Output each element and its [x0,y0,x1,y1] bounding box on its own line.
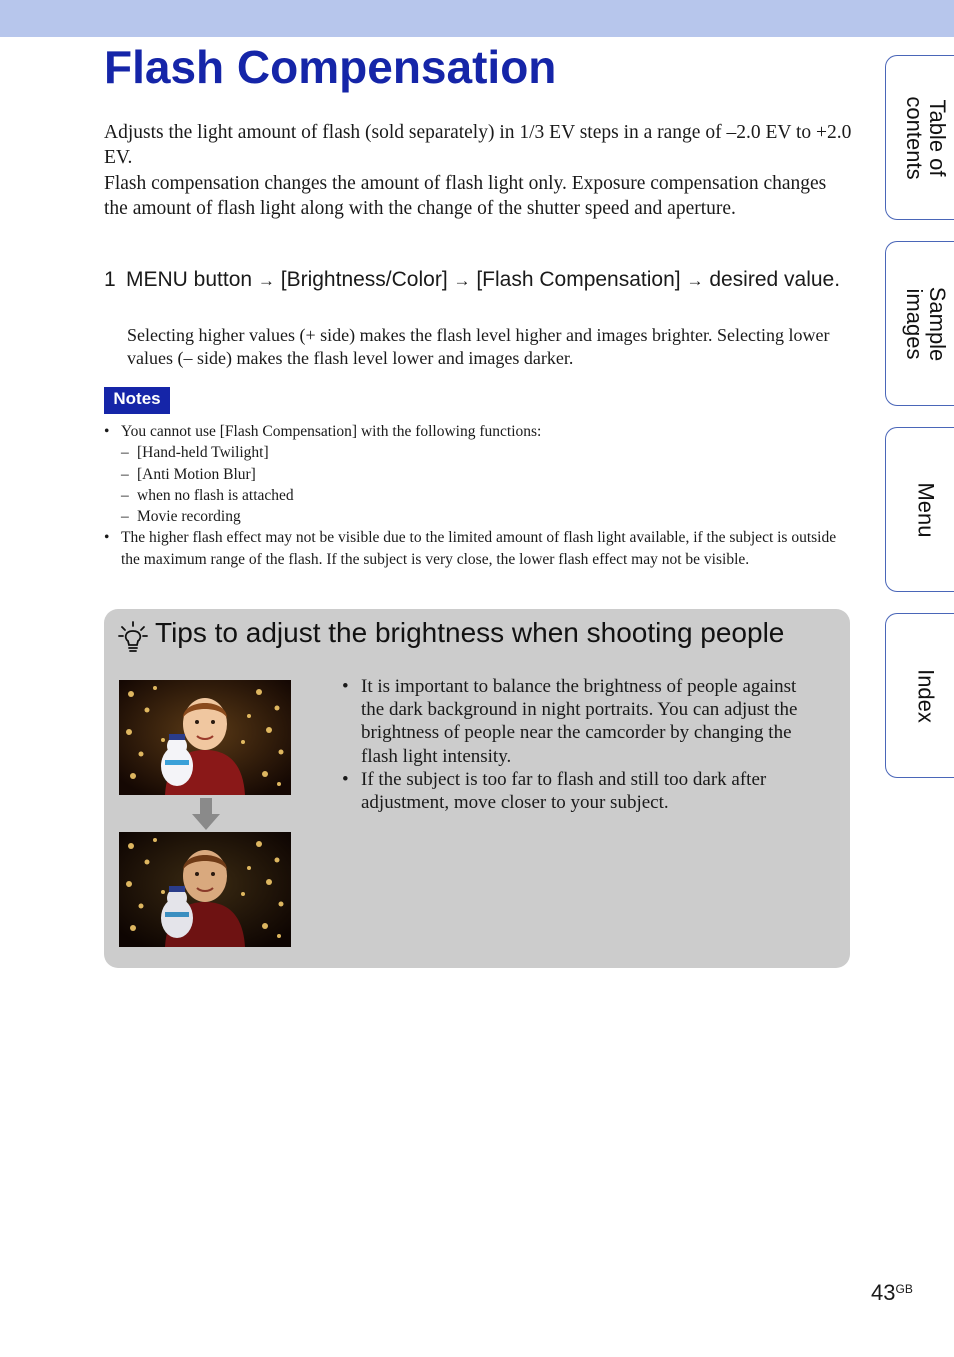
page-number [871,1280,913,1306]
notes-list [104,421,852,570]
note-subitem [121,464,852,485]
note-subitem [121,506,852,527]
step-part-menu-button: MENU button [126,268,253,291]
tips-title: Tips to adjust the brightness when shooting people [155,617,785,648]
tips-list [342,675,822,814]
right-arrow-icon: → [257,271,275,290]
bullet: • [104,423,110,440]
note-subitem-text: Movie recording [137,508,241,526]
page-number-value: 43 [871,1280,896,1305]
right-arrow-icon: → [453,271,471,290]
notes-badge: Notes [104,387,170,414]
note-text: You cannot use [Flash Compensation] with the following functions: [121,423,542,440]
note-item [104,527,852,570]
note-subitem [121,485,852,506]
note-text: The higher flash effect may not be visible due to the limited amount of flash light available, if the subject is outside the maximum range of the flash. If the subject is very close, the lower flash effect may not be visible. [121,529,837,568]
step-number: 1 [104,268,116,291]
tip-text: It is important to balance the brightness of people against the dark background in night portraits. You can adjust the brightness of people near the camcorder by changing the flash light intensity. [361,676,798,767]
tips-box [104,609,850,968]
tip-text: If the subject is too far to flash and still too dark after adjustment, move closer to your subject. [361,768,767,814]
dash: – [121,465,129,483]
sample-photo-before [119,680,291,795]
intro-text [104,120,852,221]
tab-label-text: Index [913,668,938,723]
tab-sample-images[interactable] [885,241,954,406]
bullet: • [342,676,349,697]
tab-label [914,669,937,723]
step-part-brightness-color: [Brightness/Color] [280,268,448,291]
tab-label [914,482,937,537]
lightbulb-icon [118,621,148,655]
step-part-desired-value: desired value. [709,268,841,291]
tip-item [342,675,822,768]
note-subitem-text: when no flash is attached [137,486,294,504]
page-number-suffix: GB [895,1282,913,1296]
right-arrow-icon: → [686,271,704,290]
tab-menu[interactable] [885,427,954,592]
tip-item [342,768,822,814]
note-sublist [121,442,852,527]
tab-label-text: Menu [913,481,938,538]
note-subitem [121,442,852,463]
dash: – [121,508,129,526]
step-1 [104,265,852,295]
tab-label-text: Table of contents [901,95,950,180]
page-title: Flash Compensation [104,41,557,93]
top-bar [0,0,954,37]
tab-table-of-contents[interactable] [885,55,954,220]
dash: – [121,444,129,462]
tab-label-text: Sample images [901,286,950,361]
step-description: Selecting higher values (+ side) makes the flash level higher and images brighter. Selecting lower values (– side) makes the flash level lower and images darker. [127,325,830,368]
note-subitem-text: [Anti Motion Blur] [137,465,256,483]
bullet: • [104,529,110,547]
intro-paragraph-2: Flash compensation changes the amount of flash light only. Exposure compensation changes the amount of flash light along with the change of the shutter speed and aperture. [104,172,827,219]
step-instruction [126,265,852,295]
note-subitem-text: [Hand-held Twilight] [137,444,269,462]
note-item [104,421,852,527]
intro-paragraph-1: Adjusts the light amount of flash (sold separately) in 1/3 EV steps in a range of –2.0 EV to +2.0 EV. [104,122,852,169]
sample-photo-after [119,832,291,947]
bullet: • [342,768,349,790]
dash: – [121,486,129,504]
tab-label [903,286,949,361]
tab-index[interactable] [885,613,954,778]
tab-label [903,96,949,179]
step-part-flash-compensation: [Flash Compensation] [476,268,681,291]
down-arrow-icon [192,798,220,830]
